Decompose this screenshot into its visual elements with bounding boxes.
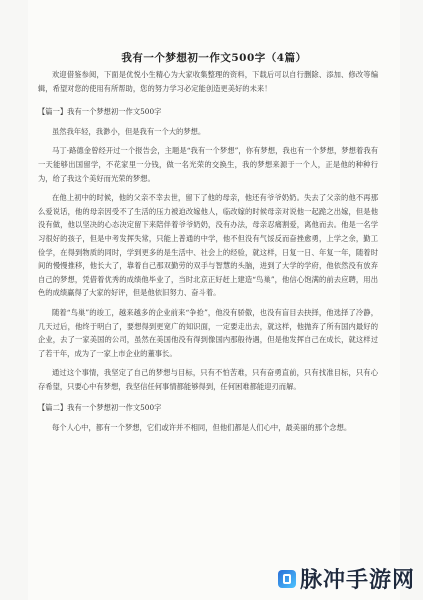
document-page — [28, 0, 400, 600]
section-heading-2: 【篇二】我有一个梦想初一作文500字 — [38, 403, 162, 413]
site-watermark — [278, 563, 415, 594]
document-title: 我有一个梦想初一作文500字（4篇） — [121, 52, 307, 64]
document-content — [38, 68, 378, 441]
paragraph: 在他上初中的时候，他的父亲不幸去世，留下了他的母亲，他还有爷爷奶奶。失去了父亲的他不再那么爱说话，他的母亲因受不了生活的压力被迫改嫁他人，临改嫁的时候母亲对说他一起跪之出嫁，但是他没有做，他以坚决的心态决定留下来陪伴着爷爷奶奶，没有办法，母亲忍痛割爱，离他而去。他是一名学习很好的孩子，但是中考发挥失常，只能上普通的中学，他不但没有气馁反而奋挫愈勇，上学之余，勤工俭学，在得到物质的同时，学到更多的是生活中、社会上的经验，就这样，日复一日、年复一年，随着时间的慢慢推移，他长大了，靠着自己那双勤劳的双手与智慧的头脑，进到了大学的学府，他依然没有放弃自己的梦想，凭借着优秀的成绩他毕业了，当时北京正好赶上建造“鸟巢”，他信心饱满的前去应聘，用出色的成绩赢得了大家的好评，但是他依旧努力、奋斗着。 — [38, 193, 378, 298]
app-logo-icon — [278, 570, 296, 588]
paragraph: 马丁·路德金曾经开过一个报告会，主题是“我有一个梦想”，你有梦想，我也有一个梦想，梦想着我有一天能够出国留学，不花家里一分钱，做一名光荣的交换生，我的梦想来源于一个人，正是他的种种行为，给了我这个美好而光荣的梦想。 — [38, 146, 378, 183]
section-heading-1: 【篇一】我有一个梦想初一作文500字 — [38, 107, 162, 117]
paragraph: 通过这个事情，我坚定了自己的梦想与目标，只有不怕苦难，只有奋勇直前，只有找准目标，只有心存希望，只要心中有梦想，我坚信任何事情都能够得到，任何困难都能迎刃而解。 — [38, 368, 378, 391]
intro-paragraph: 欢迎借鉴参阅，下面是优悦小生精心为大家收集整理的资料，下载后可以自行删除、添加、修改等编辑，希望对您的使用有所帮助，您的努力学习必定能创造更美好的未来！ — [38, 70, 378, 93]
paragraph: 每个人心中，都有一个梦想，它们或许并不相同，但他们都是人们心中，最美丽的那个念想。 — [52, 423, 352, 433]
paragraph: 随着“鸟巢”的竣工，越来越多的企业前来“争抢”，他没有骄傲，也没有盲目去抉择，他选择了冷静，几天过后，他终于明白了，要想得到更宽广的知识面，一定要走出去，就这样，他抛弃了所有国内最好的企业，去了一家美国的公司，虽然在美国他没有得到像国内那般待遇，但是他发挥自己在成长，就这样过了若干年，成为了一家上市企业的董事长。 — [38, 307, 378, 358]
paragraph: 虽然我年轻，我渺小，但是我有一个大的梦想。 — [52, 126, 206, 136]
watermark-text: 脉冲手游网 — [299, 568, 415, 593]
